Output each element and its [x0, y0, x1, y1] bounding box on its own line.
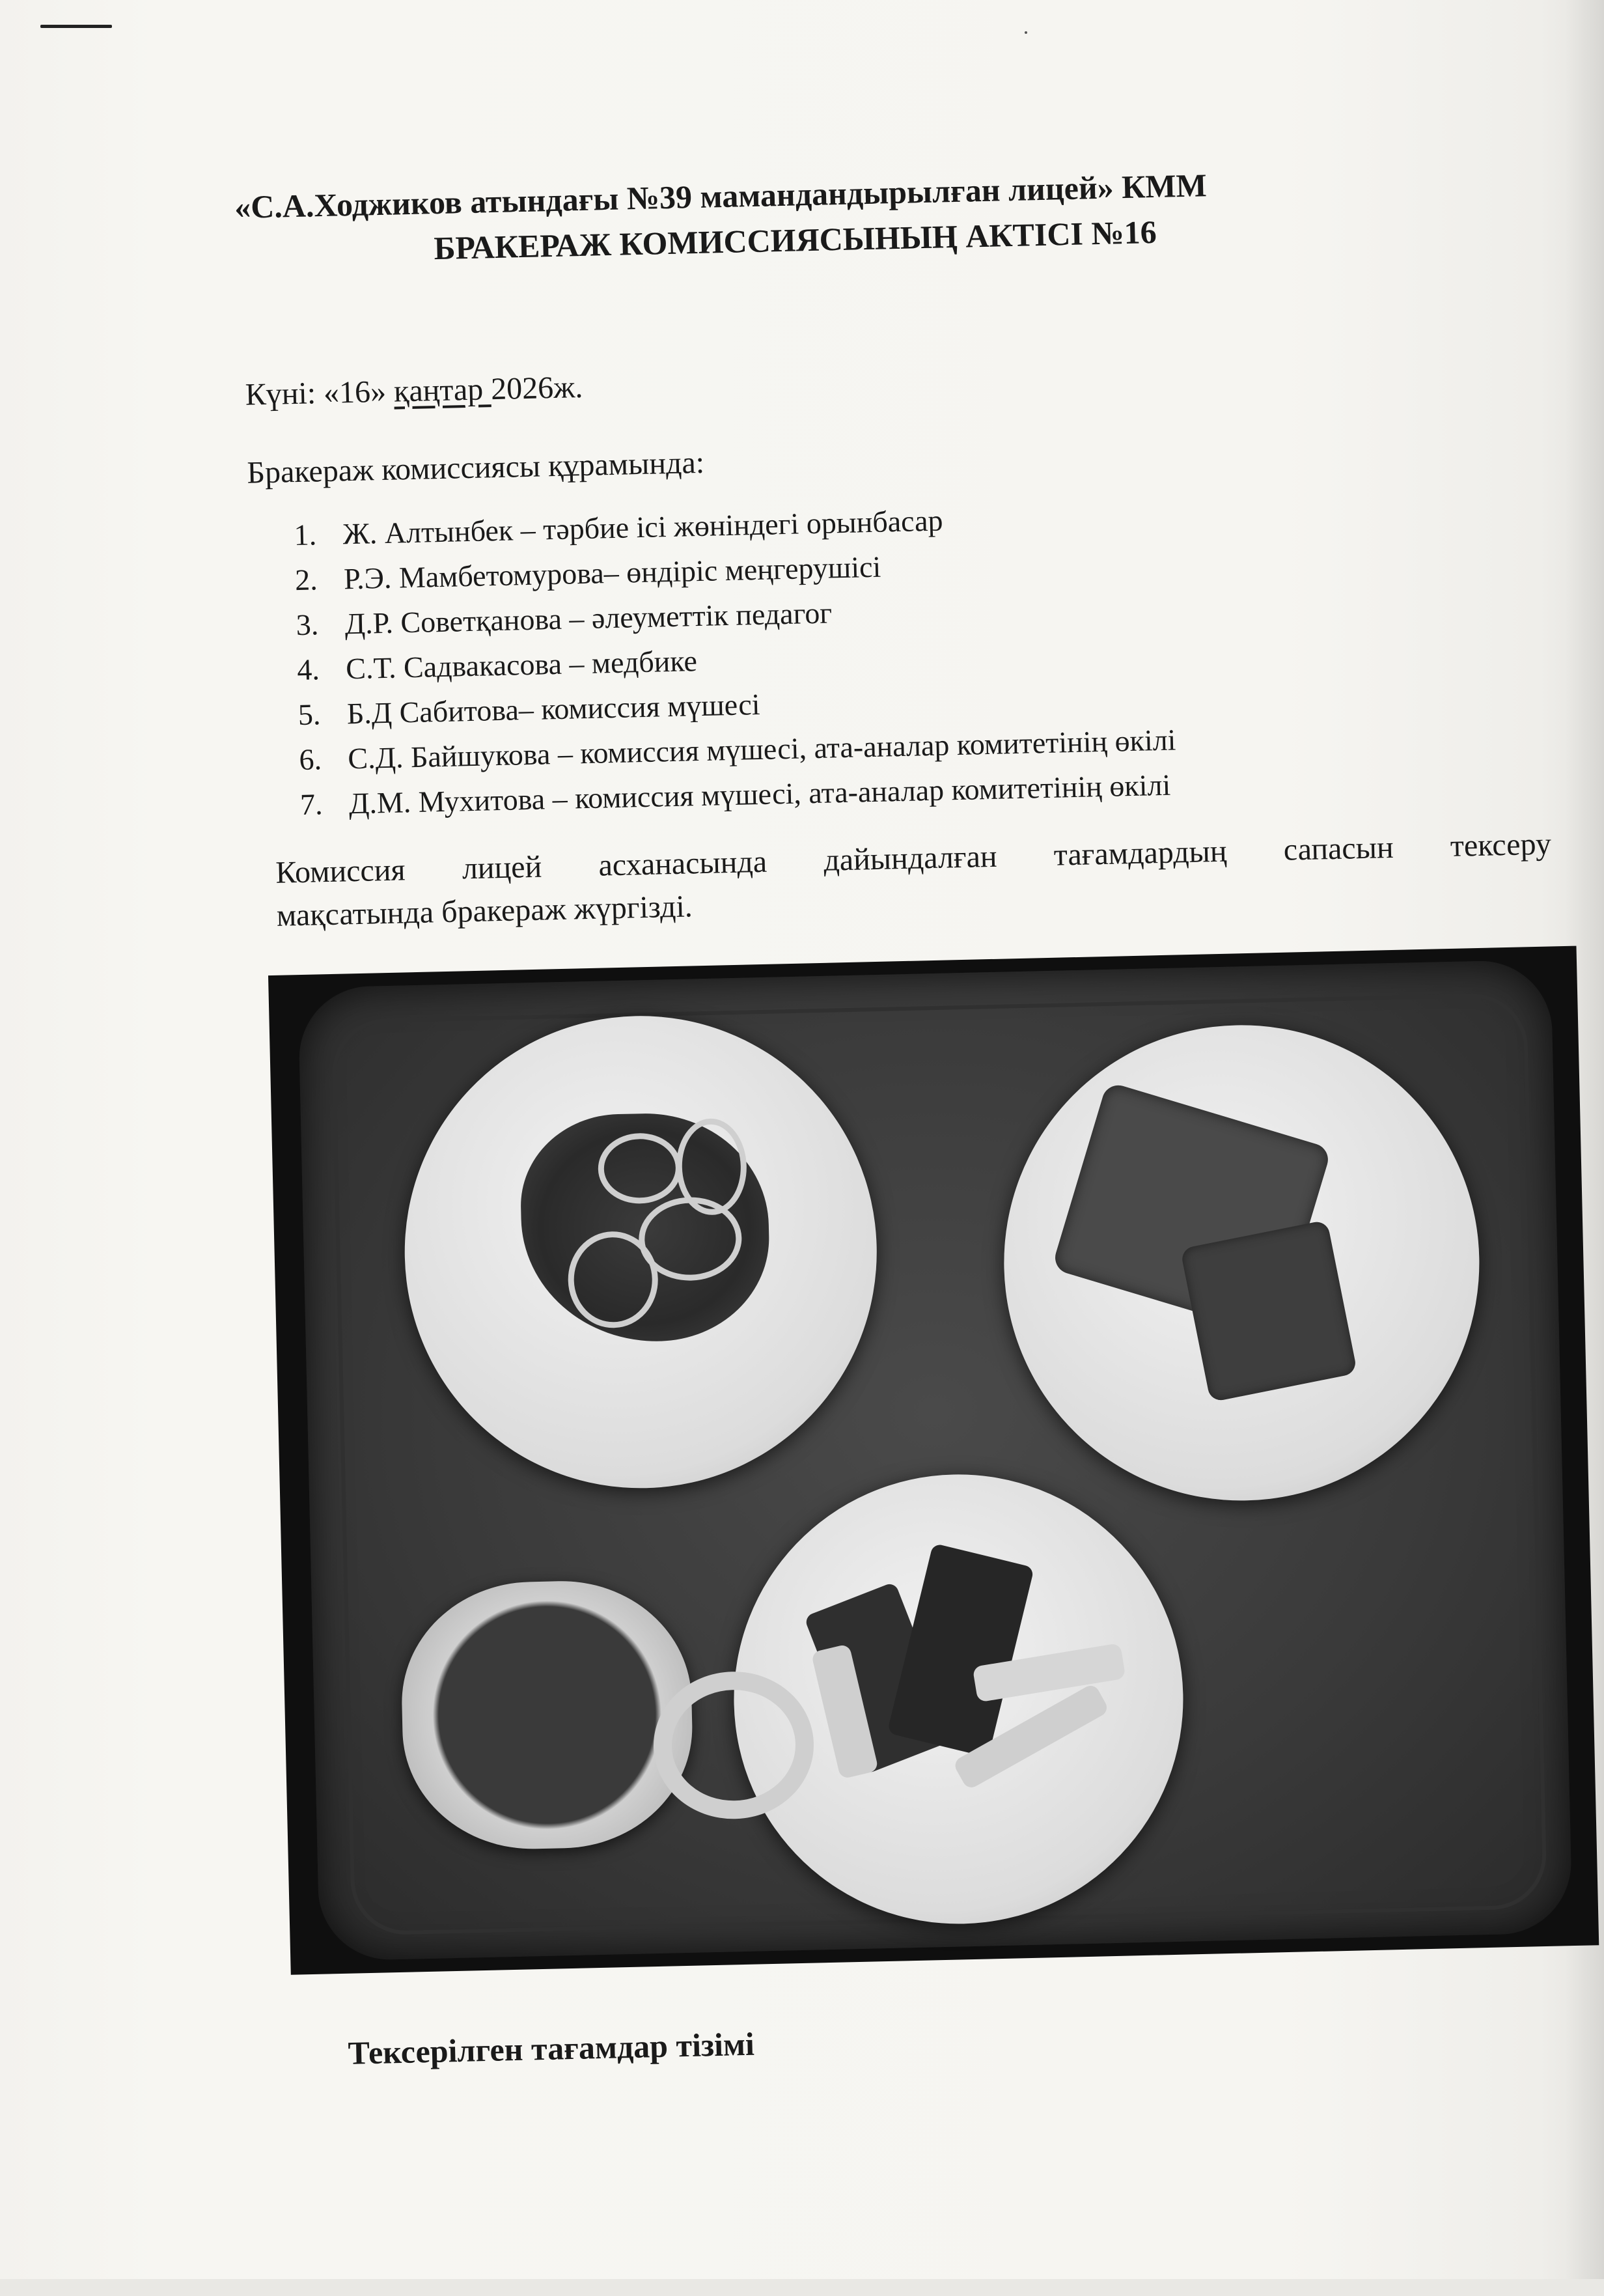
member-text: Р.Э. Мамбетомурова– өндіріс меңгерушісі: [343, 550, 881, 596]
paragraph-word: тексеру: [1450, 826, 1552, 863]
composition-heading: Бракераж комиссиясы құрамында:: [246, 445, 705, 490]
food-tray-photo: [268, 946, 1599, 1975]
member-number: 5.: [297, 697, 321, 732]
member-text: Д.Р. Советқанова – әлеуметтік педагог: [344, 596, 833, 641]
member-text: Ж. Алтынбек – тәрбие ісі жөніндегі орынбасар: [342, 503, 943, 551]
member-number: 7.: [299, 787, 324, 821]
act-title: БРАКЕРАЖ КОМИССИЯСЫНЫҢ АКТІСІ №16: [433, 213, 1157, 267]
paragraph-word: лицей: [462, 849, 542, 886]
member-number: 6.: [298, 742, 322, 777]
member-text: С.Т. Садвакасова – медбике: [345, 644, 698, 686]
drink-cup: [399, 1578, 695, 1852]
date-month: қаңтар: [393, 372, 491, 409]
member-number: 3.: [296, 608, 319, 642]
member-text: Д.М. Мухитова – комиссия мүшесі, ата-аналар комитетінің өкілі: [348, 768, 1171, 820]
member-number: 4.: [296, 652, 320, 687]
paragraph-word: асханасында: [598, 844, 767, 883]
paragraph-word: тағамдардың: [1053, 833, 1228, 873]
vegetable-piece: [887, 1543, 1034, 1757]
organization-line: «С.А.Ходжиков атындағы №39 мамандандырылған лицей» КММ: [234, 167, 1208, 226]
act-date: [245, 369, 583, 413]
paragraph-word: Комиссия: [275, 852, 406, 890]
date-year: 2026ж.: [490, 369, 583, 407]
member-text: Б.Д Сабитова– комиссия мүшесі: [346, 687, 761, 731]
member-number: 2.: [294, 563, 318, 597]
paragraph-word: дайындалған: [823, 839, 998, 878]
members-list: [294, 493, 1178, 827]
member-text: С.Д. Байшукова – комиссия мүшесі, ата-аналар комитетінің өкілі: [347, 723, 1176, 776]
member-number: 1.: [294, 518, 317, 552]
date-prefix: Күні: «16»: [245, 374, 394, 412]
inspection-paragraph: [275, 822, 1553, 937]
paragraph-word: сапасын: [1283, 830, 1394, 867]
checked-foods-heading: Тексерілген тағамдар тізімі: [347, 2025, 755, 2071]
paragraph-line-2: мақсатында бракераж жүргізді.: [276, 889, 693, 933]
bread-slice: [1180, 1220, 1358, 1402]
